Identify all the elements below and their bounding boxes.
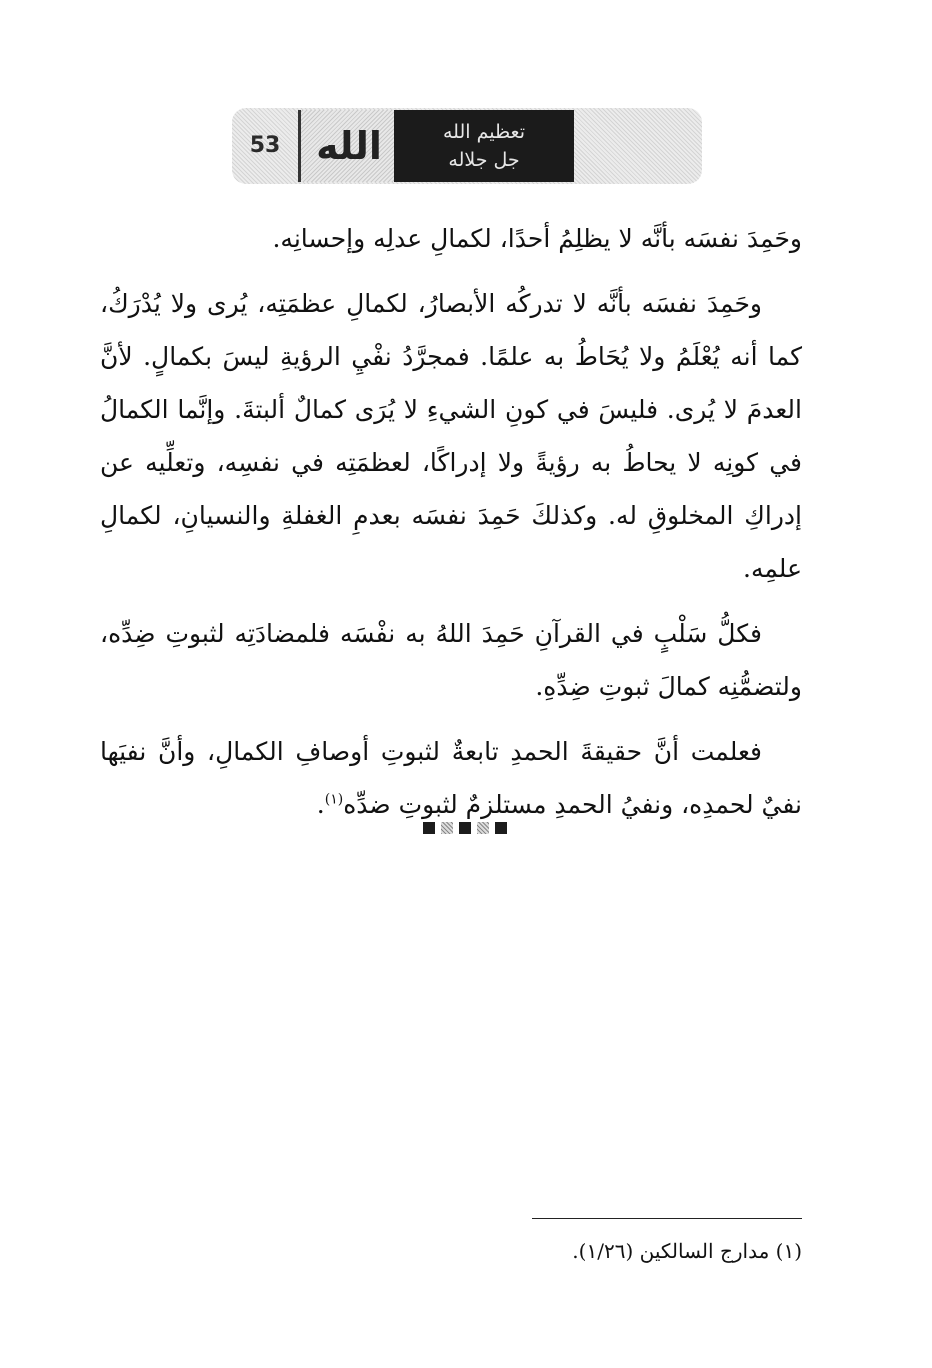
header-logo: [298, 110, 400, 182]
footnote-reference[interactable]: (١): [324, 791, 344, 808]
paragraph-4-text: فعلمت أنَّ حقيقةَ الحمدِ تابعةٌ لثبوتِ أوصافِ الكمالِ، وأنَّ نفيَها نفيٌ لحمدِه، ونفيُ الحمدِ مستلزمٌ لثبوتِ ضدِّه: [100, 737, 802, 819]
separator-square-icon: [495, 822, 507, 834]
body-text: [100, 212, 802, 843]
header-title-line2: جل جلاله: [448, 149, 520, 171]
separator-square-icon: [477, 822, 489, 834]
paragraph-1: وحَمِدَ نفسَه بأنَّه لا يظلِمُ أحدًا، لكمالِ عدلِه وإحسانِه.: [272, 224, 802, 253]
separator-square-icon: [441, 822, 453, 834]
separator-square-icon: [423, 822, 435, 834]
footnote: (١) مدارج السالكين (١/٢٦).: [572, 1239, 802, 1263]
paragraph-4: [100, 725, 802, 831]
footnote-divider: [532, 1218, 802, 1219]
calligraphy-logo-icon: الله: [316, 124, 382, 168]
page-number: 53: [249, 133, 281, 158]
header-title: [394, 110, 574, 182]
paragraph-3: فكلُّ سَلْبٍ في القرآنِ حَمِدَ اللهُ به نفْسَه فلمضادَتِه لثبوتِ ضِدِّه، ولتضمُّنِه كمالَ ثبوتِ ضِدِّهِ.: [100, 619, 802, 701]
section-separator: [415, 820, 515, 836]
header-title-line1: تعظيم الله: [443, 121, 526, 143]
paragraph-2: وحَمِدَ نفسَه بأنَّه لا تدركُه الأبصارُ، لكمالِ عظمَتِه، يُرى ولا يُدْرَكُ، كما أنه يُعْلَمُ ولا يُحَاطُ به علمًا. فمجرَّدُ نفْيِ الرؤيةِ ليسَ بكمالٍ. لأنَّ العدمَ لا يُرى. فليسَ في كونِ الشيءِ لا يُرَى كمالٌ ألبتةَ. وإنَّما الكمالُ في كونِه لا يحاطُ به رؤيةً ولا إدراكًا، لعظمَتِه في نفسِه، وتعلِّيه عن إدراكِ المخلوقِ له. وكذلكَ حَمِدَ نفسَه بعدمِ الغفلةِ والنسيانِ، لكمالِ علمِه.: [100, 289, 802, 583]
paragraph-4-period: .: [316, 790, 325, 819]
separator-square-icon: [459, 822, 471, 834]
